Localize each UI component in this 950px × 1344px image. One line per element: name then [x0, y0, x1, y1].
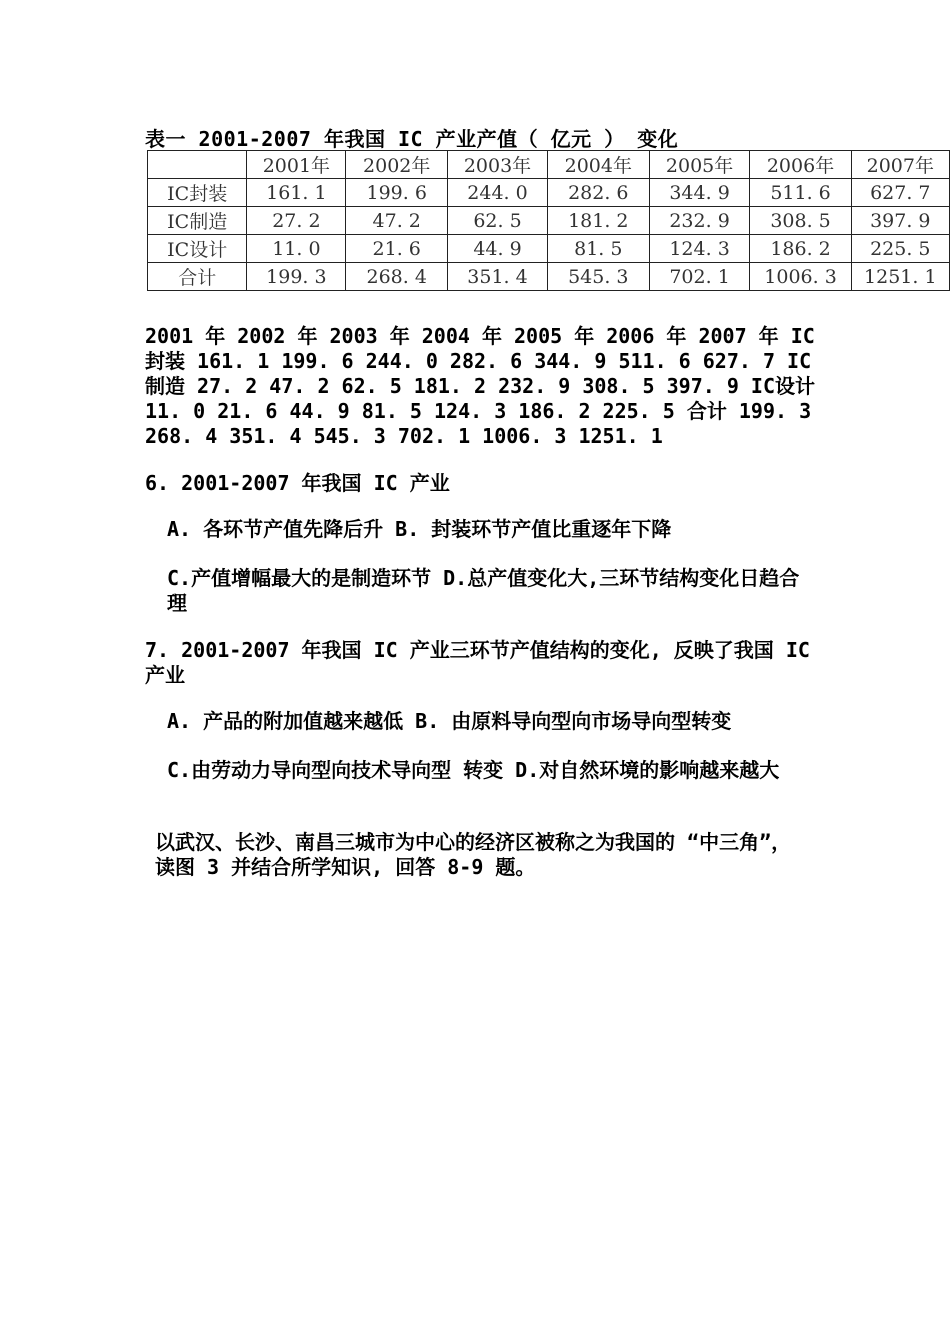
question-6-stem: 6. 2001-2007 年我国 IC 产业 — [145, 471, 450, 495]
column-header: 2005年 — [649, 151, 750, 179]
table-cell: 308. 5 — [750, 207, 851, 235]
table-cell: 268. 4 — [346, 263, 448, 291]
table-cell: 1006. 3 — [750, 263, 851, 291]
table-cell: 627. 7 — [851, 179, 949, 207]
table-cell: 11. 0 — [247, 235, 346, 263]
row-header: IC封装 — [148, 179, 247, 207]
column-header: 2004年 — [547, 151, 649, 179]
question-6-options-cd: C.产值增幅最大的是制造环节 D.总产值变化大,三环节结构变化日趋合理 — [167, 566, 800, 615]
table-header-row — [148, 151, 950, 179]
table-cell: 186. 2 — [750, 235, 851, 263]
table-cell: 81. 5 — [547, 235, 649, 263]
table-cell: 161. 1 — [247, 179, 346, 207]
questions-8-9-intro: 以武汉、长沙、南昌三城市为中心的经济区被称之为我国的 “中三角”， 读图 3 并结合所学知识, 回答 8-9 题。 — [155, 830, 792, 879]
column-header: 2006年 — [750, 151, 851, 179]
table-row — [148, 207, 950, 235]
table-cell: 21. 6 — [346, 235, 448, 263]
column-header: 2001年 — [247, 151, 346, 179]
question-6-options-ab: A. 各环节产值先降后升 B. 封装环节产值比重逐年下降 — [167, 517, 672, 541]
table-row — [148, 235, 950, 263]
data-table-container — [147, 150, 950, 299]
column-header: 2003年 — [448, 151, 548, 179]
question-7-stem: 7. 2001-2007 年我国 IC 产业三环节产值结构的变化, 反映了我国 IC 产业 — [145, 638, 810, 687]
table-cell: 545. 3 — [547, 263, 649, 291]
table-cell: 397. 9 — [851, 207, 949, 235]
table-cell: 232. 9 — [649, 207, 750, 235]
table-row — [148, 179, 950, 207]
table-cell: 351. 4 — [448, 263, 548, 291]
question-7-options-ab: A. 产品的附加值越来越低 B. 由原料导向型向市场导向型转变 — [167, 709, 732, 733]
table-caption: 表一 2001-2007 年我国 IC 产业产值（ 亿元 ） 变化 — [145, 127, 679, 151]
table-corner-cell — [148, 151, 247, 179]
table-cell: 62. 5 — [448, 207, 548, 235]
row-header: IC设计 — [148, 235, 247, 263]
table-cell: 344. 9 — [649, 179, 750, 207]
table-cell: 702. 1 — [649, 263, 750, 291]
table-cell: 511. 6 — [750, 179, 851, 207]
ic-output-table — [147, 150, 950, 291]
table-cell: 27. 2 — [247, 207, 346, 235]
table-row — [148, 263, 950, 291]
table-cell: 181. 2 — [547, 207, 649, 235]
table-cell: 225. 5 — [851, 235, 949, 263]
table-cell: 44. 9 — [448, 235, 548, 263]
row-header: 合计 — [148, 263, 247, 291]
column-header: 2007年 — [851, 151, 949, 179]
table-text-dump: 2001 年 2002 年 2003 年 2004 年 2005 年 2006 年 2007 年 IC封装 161. 1 199. 6 244. 0 282. 6 344. 9 511. 6 627. 7 IC制造 27. 2 47. 2 62. 5 181. 2 232. 9 308. 5 397. 9 IC设计 11. 0 21. 6 44. 9 81. 5 124. 3 186. 2 225. 5 合计 199. 3 268. 4 351. 4 545. 3 702. 1 1006. 3 1251. 1 — [145, 324, 816, 448]
row-header: IC制造 — [148, 207, 247, 235]
table-cell: 47. 2 — [346, 207, 448, 235]
table-cell: 244. 0 — [448, 179, 548, 207]
question-7-options-cd: C.由劳动力导向型向技术导向型 转变 D.对自然环境的影响越来越大 — [167, 758, 780, 782]
column-header: 2002年 — [346, 151, 448, 179]
table-cell: 124. 3 — [649, 235, 750, 263]
table-cell: 199. 3 — [247, 263, 346, 291]
table-cell: 199. 6 — [346, 179, 448, 207]
table-cell: 282. 6 — [547, 179, 649, 207]
table-cell: 1251. 1 — [851, 263, 949, 291]
